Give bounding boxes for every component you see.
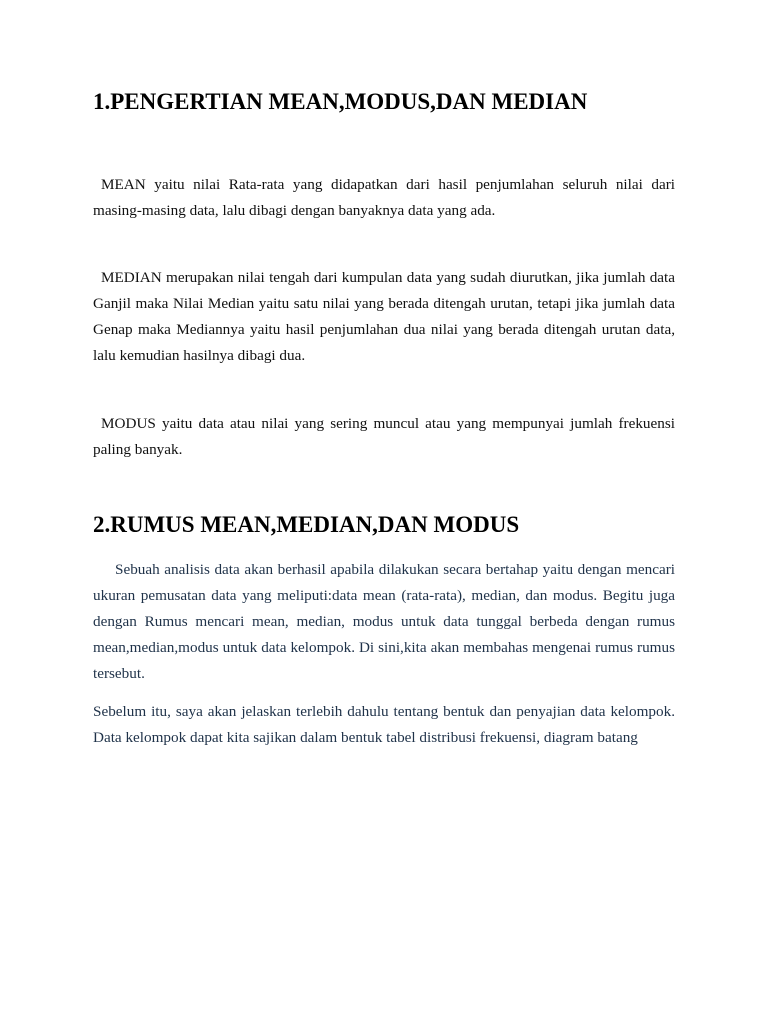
median-definition-paragraph: MEDIAN merupakan nilai tengah dari kumpulan data yang sudah diurutkan, jika jumlah data Ganjil maka Nilai Median yaitu satu nilai yang berada ditengah urutan, tetapi jika jumlah data Genap maka Mediannya yaitu hasil penjumlahan dua nilai yang berada ditengah urutan data, lalu kemudian hasilnya dibagi dua.: [93, 269, 675, 364]
grouped-data-paragraph: Sebelum itu, saya akan jelaskan terlebih dahulu tentang bentuk dan penyajian data kelompok. Data kelompok dapat kita sajikan dalam bentuk tabel distribusi frekuensi, diagram batang: [93, 703, 675, 746]
modus-definition-paragraph: MODUS yaitu data atau nilai yang sering muncul atau yang mempunyai jumlah frekuensi paling banyak.: [93, 415, 675, 458]
mean-definition-paragraph: MEAN yaitu nilai Rata-rata yang didapatkan dari hasil penjumlahan seluruh nilai dari masing-masing data, lalu dibagi dengan banyaknya data yang ada.: [93, 176, 675, 219]
section-2-heading: 2.RUMUS MEAN,MEDIAN,DAN MODUS: [93, 512, 520, 537]
analysis-intro-paragraph: Sebuah analisis data akan berhasil apabila dilakukan secara bertahap yaitu dengan mencari ukuran pemusatan data yang meliputi:data mean (rata-rata), median, dan modus. Begitu juga dengan Rumus mencari mean, median, modus untuk data tunggal berbeda dengan rumus mean,median,modus untuk data kelompok. Di sini,kita akan membahas mengenai rumus rumus tersebut.: [93, 561, 675, 682]
section-1-heading: 1.PENGERTIAN MEAN,MODUS,DAN MEDIAN: [93, 89, 588, 114]
